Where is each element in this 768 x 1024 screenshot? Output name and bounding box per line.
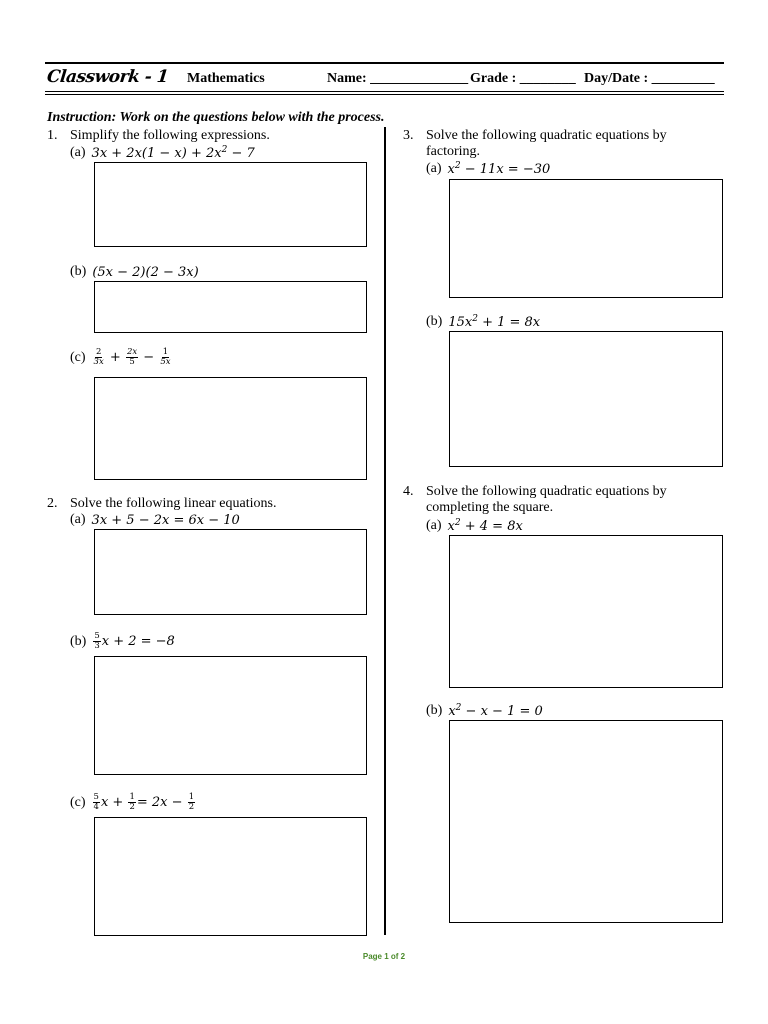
- page-number: Page 1 of 2: [362, 952, 406, 961]
- q3b-prompt: [426, 314, 540, 330]
- q1c-expression: $\frac{2}{3x}$ + $\frac{2x}{5}$ − $\frac{1}{5x}$: [93, 347, 171, 367]
- q1b-expression: (5x − 2)(2 − 3x): [92, 264, 199, 280]
- q2c-expression: $\frac{5}{4}$ x + $\frac{1}{2}$ = 2x − $\frac{1}{2}$: [93, 792, 195, 812]
- q1b-answer-box[interactable]: [94, 281, 367, 333]
- q3a-prompt: [426, 161, 550, 177]
- q1a-expression: $3x + 2x(1 - x) + 2x^2 - 7$: [91, 144, 255, 161]
- header-bottom-rule: [45, 91, 724, 92]
- q2a-answer-box[interactable]: [94, 529, 367, 615]
- q3b-answer-box[interactable]: [449, 331, 723, 467]
- q1b-prompt: [70, 264, 199, 280]
- q4-number: 4.: [403, 484, 414, 499]
- column-divider: [384, 127, 386, 935]
- q2a-expression: 3x + 5 − 2x = 6x − 10: [91, 512, 240, 528]
- name-field-label: Name: ______________: [327, 71, 469, 86]
- q3-text-line2: factoring.: [426, 144, 481, 159]
- q4-text-line1: Solve the following quadratic equations by: [426, 484, 667, 499]
- grade-field-label: Grade : ________: [470, 71, 576, 86]
- q1b-label: (b): [70, 264, 87, 279]
- q1c-label: (c): [70, 349, 86, 365]
- q2c-answer-box[interactable]: [94, 817, 367, 936]
- header-top-rule: [45, 62, 724, 64]
- q3b-label: (b): [426, 314, 443, 329]
- q2a-label: (a): [70, 512, 86, 527]
- q4-text-line2: completing the square.: [426, 500, 554, 515]
- q4a-prompt: [426, 518, 523, 534]
- q2b-prompt: [70, 632, 175, 651]
- q2c-label: (c): [70, 794, 86, 810]
- date-field-label: Day/Date : _________: [584, 71, 715, 86]
- q2b-label: (b): [70, 633, 87, 649]
- q1-text: Simplify the following expressions.: [70, 128, 270, 143]
- q3-number: 3.: [403, 128, 414, 143]
- q1a-prompt: [70, 145, 255, 161]
- q3b-expression: $15x^2 + 1 = 8x$: [448, 313, 541, 330]
- q3-text-line1: Solve the following quadratic equations by: [426, 128, 667, 143]
- q3a-answer-box[interactable]: [449, 179, 723, 298]
- q2b-answer-box[interactable]: [94, 656, 367, 775]
- q1c-prompt: [70, 348, 173, 367]
- q1a-label: (a): [70, 145, 86, 160]
- q4b-label: (b): [426, 703, 443, 718]
- q4b-prompt: [426, 703, 543, 719]
- q2c-prompt: [70, 793, 196, 812]
- q1-number: 1.: [47, 128, 58, 143]
- q4b-expression: $x^2 - x - 1 = 0$: [448, 702, 543, 719]
- q4a-label: (a): [426, 518, 442, 533]
- q4b-answer-box[interactable]: [449, 720, 723, 923]
- classwork-logo: Classwork - 1: [45, 67, 170, 87]
- subject-label: Mathematics: [187, 71, 265, 86]
- q2a-prompt: [70, 512, 240, 528]
- q1c-answer-box[interactable]: [94, 377, 367, 480]
- instruction-text: Instruction: Work on the questions below with the process.: [47, 110, 385, 125]
- q2-number: 2.: [47, 496, 58, 511]
- q1a-answer-box[interactable]: [94, 162, 367, 247]
- q3a-expression: $x^2 - 11x = -30$: [447, 160, 551, 177]
- q4a-answer-box[interactable]: [449, 535, 723, 688]
- q3a-label: (a): [426, 161, 442, 176]
- header-bottom-rule-2: [45, 94, 724, 95]
- q2b-expression: $\frac{5}{3}$ x + 2 = −8: [94, 631, 175, 651]
- q2-text: Solve the following linear equations.: [70, 496, 277, 511]
- q4a-expression: $x^2 + 4 = 8x$: [447, 517, 523, 534]
